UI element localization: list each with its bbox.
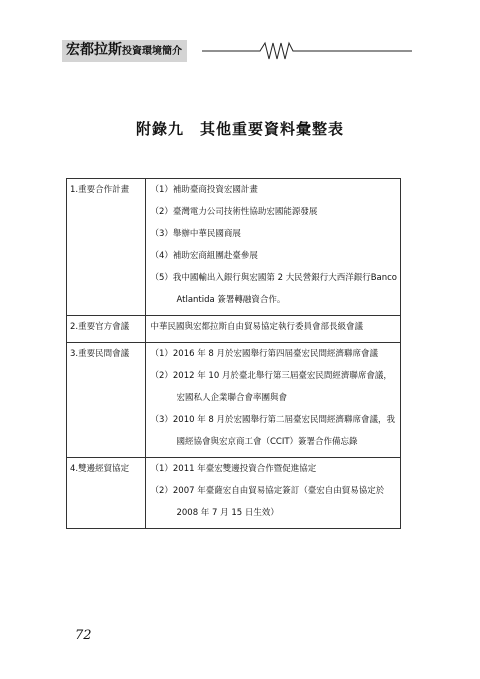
item-line: 中華民國與宏都拉斯自由貿易協定執行委員會部長級會議 — [150, 322, 363, 332]
row-category: 1.重要合作計畫 — [67, 179, 146, 316]
row-items — [146, 316, 401, 343]
appendix-title: 附錄九 其他重要資料彙整表 — [135, 120, 344, 138]
item-line: （1）補助臺商投資宏國計畫 — [150, 185, 258, 195]
item-line: （3）2010 年 8 月於宏國舉行第二屆臺宏民間經濟聯席會議，我 — [150, 415, 396, 425]
item-line: （2）臺灣電力公司技術性協助宏國能源發展 — [150, 207, 318, 217]
item-line: 宏國私人企業聯合會率團與會 — [176, 393, 287, 403]
row-items — [146, 458, 401, 529]
item-line: （1）2016 年 8 月於宏國舉行第四屆臺宏民間經濟聯席會議 — [150, 349, 379, 359]
item-line: （2）2007 年臺薩宏自由貿易協定簽訂（臺宏自由貿易協定於 — [150, 486, 385, 496]
header-title — [62, 40, 187, 62]
item-line: 國經協會與宏京商工會（CCIT）簽署合作備忘錄 — [176, 437, 358, 447]
table-row — [67, 343, 401, 458]
item-line: （1）2011 年臺宏雙邊投資合作暨促進協定 — [150, 464, 317, 474]
row-items — [146, 179, 401, 316]
item-line: （5）我中國輸出入銀行與宏國第 2 大民營銀行大西洋銀行Banco — [150, 273, 397, 283]
table-row — [67, 179, 401, 316]
row-category: 2.重要官方會議 — [67, 316, 146, 343]
running-header — [62, 40, 422, 62]
header-title-sub: 投資環境簡介 — [122, 46, 182, 57]
item-line: 2008 年 7 月 15 日生效） — [176, 508, 279, 518]
item-line: （2）2012 年 10 月於臺北舉行第三屆臺宏民間經濟聯席會議， — [150, 371, 392, 381]
item-line: Atlantida 簽署轉融資合作。 — [176, 295, 286, 305]
item-line: （4）補助宏商組團赴臺參展 — [150, 251, 258, 261]
row-items — [146, 343, 401, 458]
info-table — [66, 178, 401, 529]
row-category: 4.雙邊經貿協定 — [67, 458, 146, 529]
table-row — [67, 458, 401, 529]
item-line: （3）舉辦中華民國商展 — [150, 229, 241, 239]
row-category: 3.重要民間會議 — [67, 343, 146, 458]
page-number: 72 — [75, 628, 92, 643]
table-row — [67, 316, 401, 343]
header-title-main: 宏都拉斯 — [66, 42, 122, 58]
